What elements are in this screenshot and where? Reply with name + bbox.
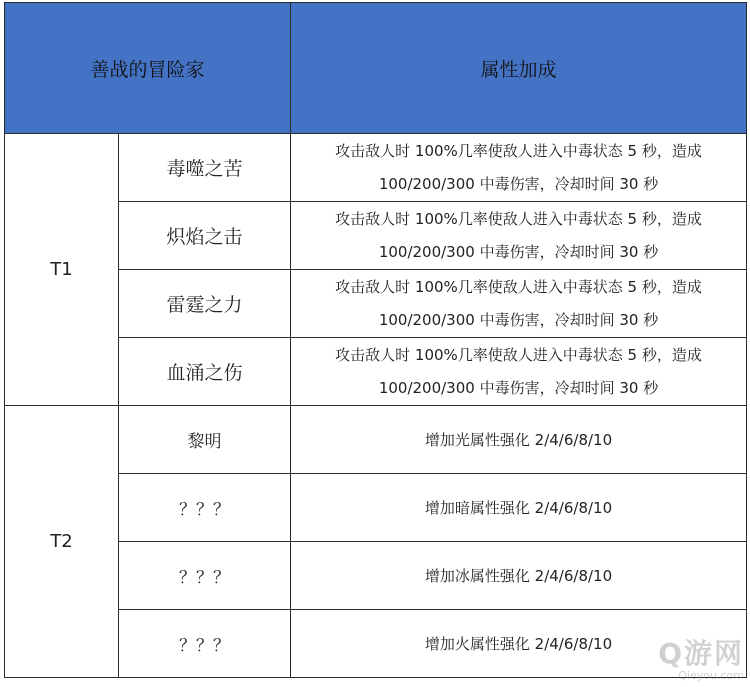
table-row [5,406,747,474]
talent-table [4,2,747,678]
skill-description: 增加光属性强化 2/4/6/8/10 [291,406,747,474]
skill-description: 增加冰属性强化 2/4/6/8/10 [291,542,747,610]
tier-label-t1: T1 [5,134,119,406]
header-attribute-bonus: 属性加成 [291,3,747,134]
skill-description: 攻击敌人时 100%几率使敌人进入中毒状态 5 秒，造成 100/200/300 中毒伤害，冷却时间 30 秒 [291,202,747,270]
skill-name: 炽焰之击 [119,202,291,270]
skill-description: 增加火属性强化 2/4/6/8/10 [291,610,747,678]
header-row [5,3,747,134]
watermark-site: Qieyou.com [678,669,744,682]
skill-description: 攻击敌人时 100%几率使敌人进入中毒状态 5 秒，造成 100/200/300 中毒伤害，冷却时间 30 秒 [291,338,747,406]
skill-name: 血涌之伤 [119,338,291,406]
skill-description: 攻击敌人时 100%几率使敌人进入中毒状态 5 秒，造成 100/200/300 中毒伤害，冷却时间 30 秒 [291,134,747,202]
skill-description: 增加暗属性强化 2/4/6/8/10 [291,474,747,542]
skill-name: 黎明 [119,406,291,474]
watermark [594,639,744,683]
skill-name: ？？？ [119,474,291,542]
skill-name: 雷霆之力 [119,270,291,338]
table-row [5,134,747,202]
watermark-logo: Q游网 [658,637,744,670]
tier-label-t2: T2 [5,406,119,678]
skill-name: ？？？ [119,542,291,610]
header-adventurer: 善战的冒险家 [5,3,291,134]
skill-description: 攻击敌人时 100%几率使敌人进入中毒状态 5 秒，造成 100/200/300 中毒伤害，冷却时间 30 秒 [291,270,747,338]
skill-name: 毒噬之苦 [119,134,291,202]
skill-name: ？？？ [119,610,291,678]
